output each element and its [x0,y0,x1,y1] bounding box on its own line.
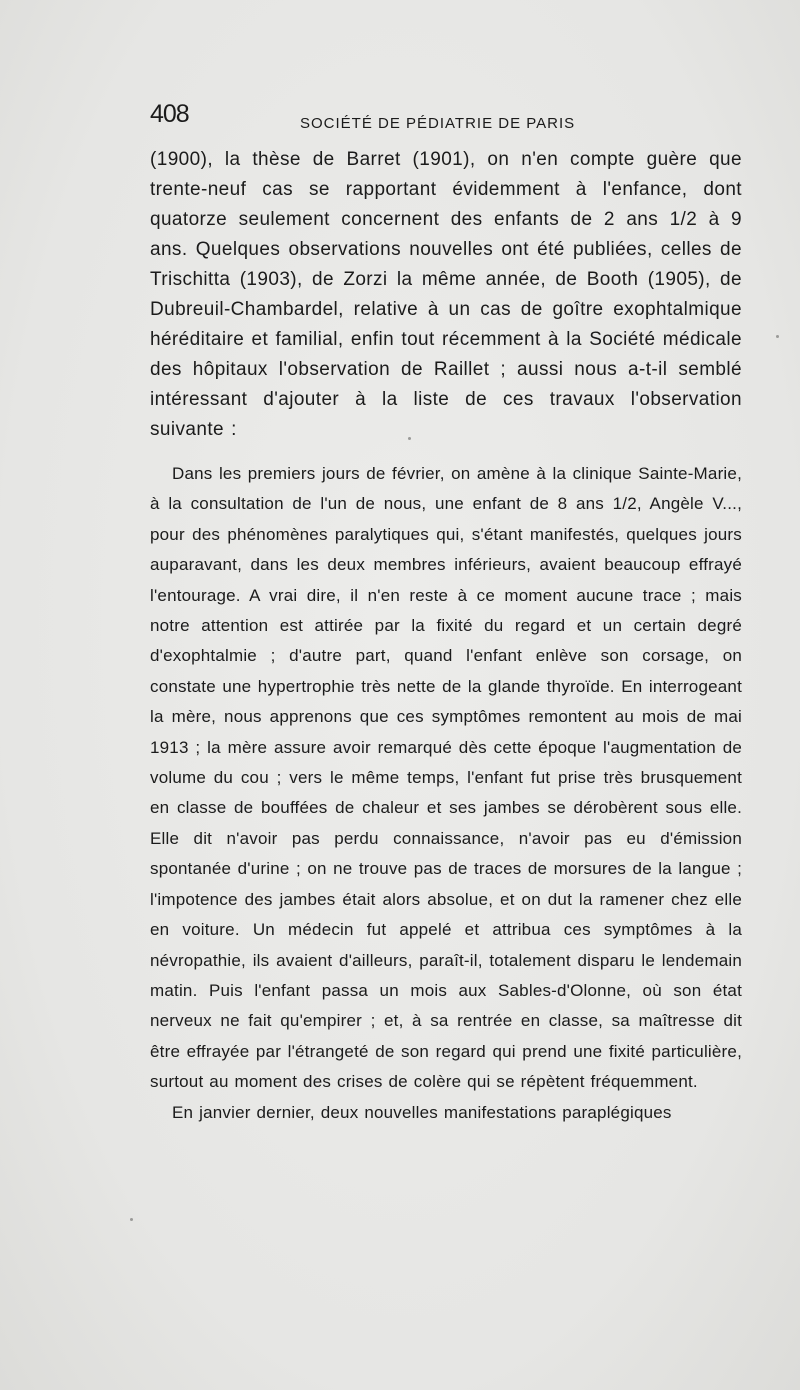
running-head: SOCIÉTÉ DE PÉDIATRIE DE PARIS [300,115,576,132]
page-number: 408 [150,100,189,128]
paragraph-continuation: En janvier dernier, deux nouvelles manifestations paraplégiques [172,1102,672,1122]
paragraph-observation: Dans les premiers jours de février, on amène à la clinique Sainte-Marie, à la consultation de l'un de nous, une enfant de 8 ans 1/2, Angèle V..., pour des phénomènes paralytiques qui, s'étant manifestés, quelques jours auparavant, dans les deux membres inférieurs, avaient beaucoup effrayé l'entourage. A vrai dire, il n'en reste à ce moment aucune trace ; mais notre attention est attirée par la fixité du regard et un certain degré d'exophtalmie ; d'autre part, quand l'enfant enlève son corsage, on constate une hypertrophie très nette de la glande thyroïde. En interrogeant la mère, nous apprenons que ces symptômes remontent au mois de mai 1913 ; la mère assure avoir remarqué dès cette époque l'augmentation de volume du cou ; vers le même temps, l'enfant fut prise très brusquement en classe de bouffées de chaleur et ses jambes se dérobèrent sous elle. Elle dit n'avoir pas perdu connaissance, n'avoir pas eu d'émission spontanée d'urine ; on ne trouve pas de traces de morsures de la langue ; l'impotence des jambes était alors absolue, et on dut la ramener chez elle en voiture. Un médecin fut appelé et attribua ces symptômes à la névropathie, ils avaient d'ailleurs, paraît-il, totalement disparu le lendemain matin. Puis l'enfant passa un mois aux Sables-d'Olonne, où son état nerveux ne fait qu'empirer ; et, à sa rentrée en classe, sa maîtresse dit être effrayée par l'étrangeté de son regard qui prend une fixité particulière, surtout au moment des crises de colère qui se répètent fréquemment. [150,464,742,1092]
paper-speck [776,335,779,338]
paper-speck [130,1218,133,1221]
paragraph-intro: (1900), la thèse de Barret (1901), on n'en compte guère que trente-neuf cas se rapportant évidemment à l'enfance, dont quatorze seulement concernent des enfants de 2 ans 1/2 à 9 ans. Quelques observations nouvelles ont été publiées, celles de Trischitta (1903), de Zorzi la même année, de Booth (1905), de Dubreuil-Chambardel, relative à un cas de goître exophtalmique héréditaire et familial, enfin tout récemment à la Société médicale des hôpitaux l'observation de Raillet ; aussi nous a-t-il semblé intéressant d'ajouter à la liste de ces travaux l'observation suivante : [150,149,742,440]
body-text [150,145,742,1128]
paper-speck [408,437,411,440]
page-header [150,100,742,140]
